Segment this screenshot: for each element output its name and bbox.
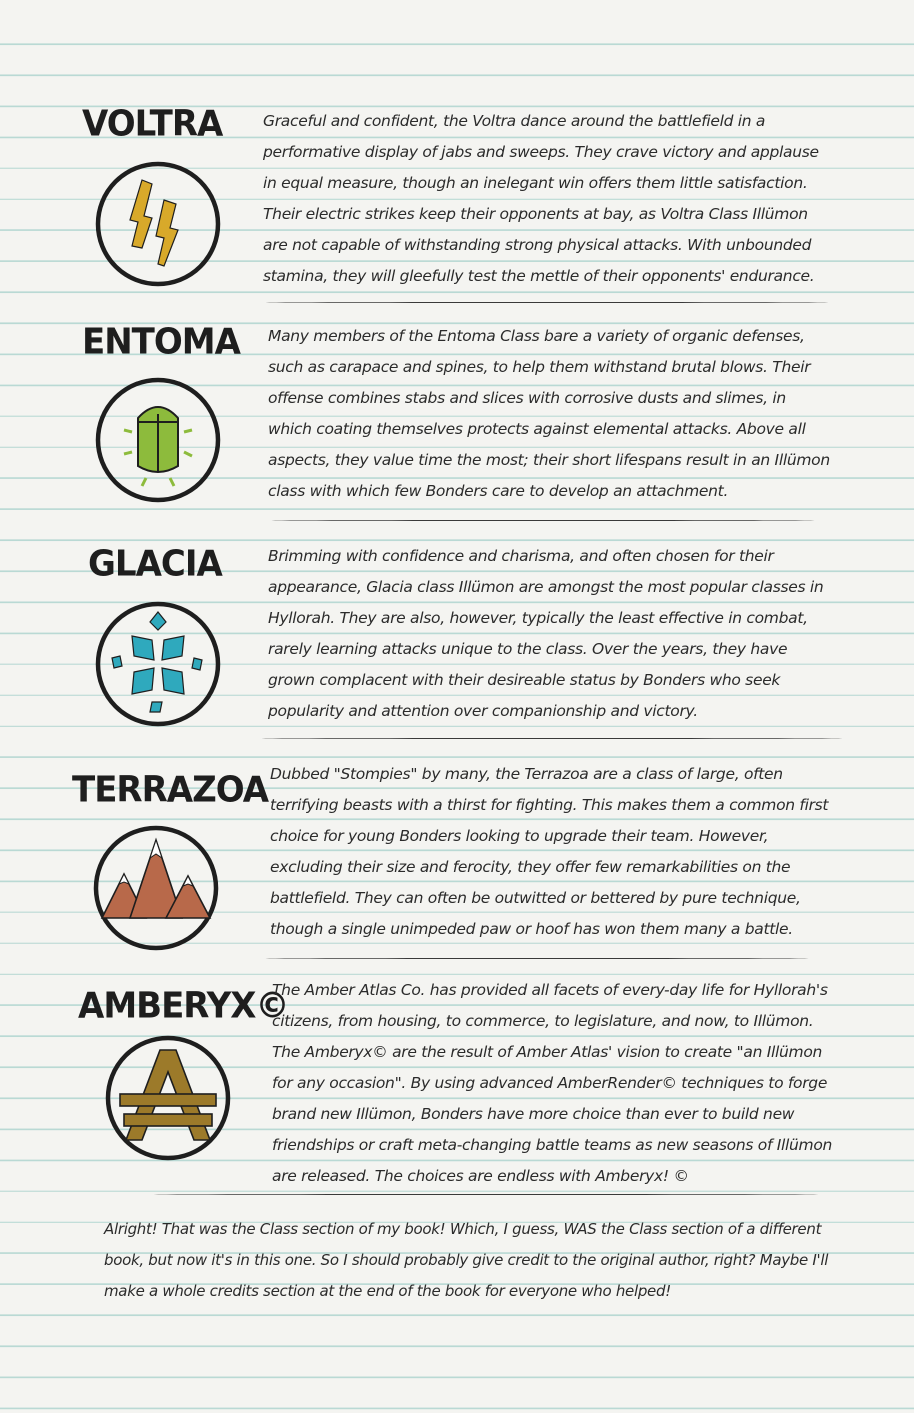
lightning-icon <box>92 158 224 290</box>
class-title: VOLTRA <box>82 103 223 145</box>
author-note: Alright! That was the Class section of my book! Which, I guess, WAS the Class section of a different book, but now it's in this one. So I should probably give credit to the original author, right? Maybe I'll make a whole credits section at the end of the book for everyone who helped! <box>104 1220 829 1300</box>
section-divider <box>260 738 844 739</box>
class-description: Many members of the Entoma Class bare a variety of organic defenses, such as carapace and spines, to help them withstand brutal blows. Their offense combines stabs and slices with corrosive dusts and slimes, in which coating themselves protects against elemental attacks. Above all aspects, they value time the most; their short lifespans result in an Illümon class with which few Bonders care to develop an attachment. <box>268 327 830 500</box>
amber-atlas-logo-icon <box>102 1032 234 1164</box>
ice-crystal-icon <box>92 598 224 730</box>
class-description: Dubbed "Stompies" by many, the Terrazoa are a class of large, often terrifying beasts with a thirst for fighting. This makes them a common first choice for young Bonders looking to upgrade their team. However, excluding their size and ferocity, they offer few remarkabilities on the battlefield. They can often be outwitted or bettered by pure technique, though a single unimpeded paw or hoof has won them many a battle. <box>270 765 829 938</box>
section-divider <box>264 302 830 303</box>
mountains-icon <box>90 822 222 954</box>
class-description: Brimming with confidence and charisma, and often chosen for their appearance, Glacia class Illümon are amongst the most popular classes in Hyllorah. They are also, however, typically the least effective in combat, rarely learning attacks unique to the class. Over the years, they have grown complacent with their desireable status by Bonders who seek popularity and attention over companionship and victory. <box>268 547 824 720</box>
class-title: TERRAZOA <box>72 769 269 811</box>
section-divider <box>270 520 816 521</box>
class-title: GLACIA <box>88 543 222 585</box>
class-title: ENTOMA <box>82 321 240 363</box>
class-description: Graceful and confident, the Voltra dance around the battlefield in a performative display of jabs and sweeps. They crave victory and applause in equal measure, though an inelegant win offers them little satisfaction. Their electric strikes keep their opponents at bay, as Voltra Class Illümon are not capable of withstanding strong physical attacks. With unbounded stamina, they will gleefully test the mettle of their opponents' endurance. <box>263 112 819 285</box>
class-description: The Amber Atlas Co. has provided all facets of every-day life for Hyllorah's citizens, from housing, to commerce, to legislature, and now, to Illümon. The Amberyx© are the result of Amber Atlas' vision to create "an Illümon for any occasion". By using advanced AmberRender© techniques to forge brand new Illümon, Bonders have more choice than ever to build new friendships or craft meta-changing battle teams as new seasons of Illümon are released. The choices are endless with Amberyx! © <box>272 981 833 1185</box>
class-title: AMBERYX© <box>78 985 289 1027</box>
beetle-icon <box>92 374 224 506</box>
section-divider <box>264 958 810 959</box>
section-divider <box>152 1194 820 1195</box>
